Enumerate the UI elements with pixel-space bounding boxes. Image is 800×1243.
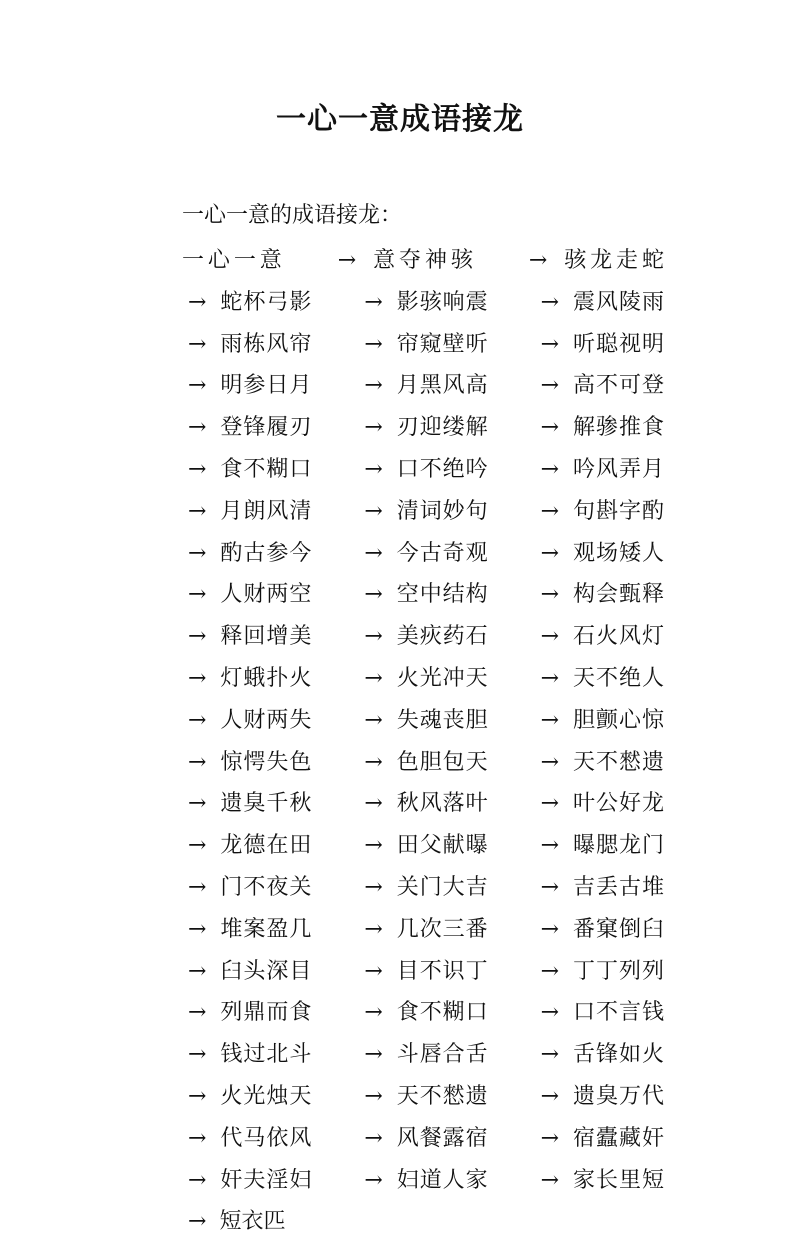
arrow-icon: → xyxy=(188,874,207,900)
arrow-icon: → xyxy=(188,1209,207,1235)
idiom-item: 火光烛天 xyxy=(220,1083,313,1109)
arrow-icon: → xyxy=(540,958,560,984)
idiom-item: 丁丁列列 xyxy=(573,958,664,984)
idiom-item: 秋风落叶 xyxy=(396,791,489,817)
arrow-icon: → xyxy=(364,331,383,357)
arrow-icon: → xyxy=(364,582,383,608)
arrow-icon: → xyxy=(188,1083,207,1109)
idiom-item: 几次三番 xyxy=(396,916,489,942)
idiom-item: 叶公好龙 xyxy=(573,791,664,817)
idiom-item: 明参日月 xyxy=(220,373,313,399)
arrow-icon: → xyxy=(364,791,383,817)
idiom-chain-paragraph xyxy=(136,240,664,1243)
page-title: 一心一意成语接龙 xyxy=(276,102,524,137)
idiom-item: 天不绝人 xyxy=(573,665,664,691)
arrow-icon: → xyxy=(364,1000,383,1026)
arrow-icon: → xyxy=(364,540,383,566)
idiom-item: 火光冲天 xyxy=(396,665,489,691)
idiom-item: 释回增美 xyxy=(220,624,313,650)
idiom-item: 石火风灯 xyxy=(573,624,664,650)
idiom-item: 月黑风高 xyxy=(396,373,489,399)
idiom-item: 观场矮人 xyxy=(573,540,664,566)
arrow-icon: → xyxy=(188,624,207,650)
intro-text: 一心一意的成语接龙： xyxy=(182,203,403,228)
arrow-icon: → xyxy=(540,582,560,608)
idiom-item: 遗臭万代 xyxy=(573,1083,664,1109)
idiom-item: 田父献曝 xyxy=(396,833,489,859)
arrow-icon: → xyxy=(188,1000,207,1026)
arrow-icon: → xyxy=(364,916,383,942)
idiom-item: 遗臭千秋 xyxy=(220,791,313,817)
arrow-icon: → xyxy=(364,707,383,733)
arrow-icon: → xyxy=(188,1042,207,1068)
arrow-icon: → xyxy=(188,582,207,608)
idiom-item: 龙德在田 xyxy=(220,833,313,859)
idiom-item: 一心一意 xyxy=(182,248,286,273)
idiom-item: 天不憖遗 xyxy=(396,1083,489,1109)
idiom-item: 天不憖遗 xyxy=(573,749,664,775)
arrow-icon: → xyxy=(188,791,207,817)
arrow-icon: → xyxy=(540,289,560,315)
idiom-item: 舌锋如火 xyxy=(573,1042,664,1068)
arrow-icon: → xyxy=(188,916,207,942)
arrow-icon: → xyxy=(540,456,560,482)
idiom-item: 听聪视明 xyxy=(573,331,664,357)
idiom-item: 口不绝吟 xyxy=(396,456,489,482)
arrow-icon: → xyxy=(364,665,383,691)
arrow-icon: → xyxy=(188,833,207,859)
idiom-item: 目不识丁 xyxy=(396,958,489,984)
idiom-item: 吟风弄月 xyxy=(573,456,664,482)
arrow-icon: → xyxy=(364,289,383,315)
arrow-icon: → xyxy=(188,749,207,775)
idiom-item: 关门大吉 xyxy=(396,874,489,900)
arrow-icon: → xyxy=(188,665,207,691)
idiom-item: 蛇杯弓影 xyxy=(220,289,313,315)
idiom-item: 短衣匹 xyxy=(219,1209,286,1235)
arrow-icon: → xyxy=(540,331,560,357)
idiom-item: 酌古参今 xyxy=(220,540,313,566)
arrow-icon: → xyxy=(540,624,560,650)
arrow-icon: → xyxy=(540,373,560,399)
arrow-icon: → xyxy=(364,1167,383,1193)
idiom-item: 骇龙走蛇 xyxy=(564,248,664,273)
idiom-item: 宿蠹藏奸 xyxy=(573,1125,664,1151)
idiom-item: 今古奇观 xyxy=(396,540,489,566)
idiom-item: 震风陵雨 xyxy=(573,289,664,315)
arrow-icon: → xyxy=(188,540,207,566)
arrow-icon: → xyxy=(364,373,383,399)
idiom-item: 惊愕失色 xyxy=(220,749,313,775)
idiom-item: 奸夫淫妇 xyxy=(220,1167,313,1193)
idiom-item: 色胆包天 xyxy=(396,749,489,775)
arrow-icon: → xyxy=(540,498,560,524)
idiom-item: 臼头深目 xyxy=(220,958,313,984)
idiom-item: 风餐露宿 xyxy=(396,1125,489,1151)
idiom-item: 帘窥壁听 xyxy=(396,331,489,357)
idiom-item: 美疢药石 xyxy=(396,624,489,650)
idiom-item: 句斟字酌 xyxy=(573,498,664,524)
idiom-item: 清词妙句 xyxy=(396,498,489,524)
idiom-item: 斗唇合舌 xyxy=(396,1042,489,1068)
arrow-icon: → xyxy=(188,331,207,357)
idiom-item: 家长里短 xyxy=(573,1167,664,1193)
idiom-item: 列鼎而食 xyxy=(220,1000,313,1026)
arrow-icon: → xyxy=(540,1042,560,1068)
arrow-icon: → xyxy=(188,1125,207,1151)
arrow-icon: → xyxy=(540,1000,560,1026)
arrow-icon: → xyxy=(540,1167,560,1193)
arrow-icon: → xyxy=(540,1083,560,1109)
arrow-icon: → xyxy=(540,874,560,900)
arrow-icon: → xyxy=(188,707,207,733)
arrow-icon: → xyxy=(337,248,357,273)
idiom-item: 灯蛾扑火 xyxy=(220,665,313,691)
idiom-item: 堆案盈几 xyxy=(220,916,313,942)
arrow-icon: → xyxy=(540,540,560,566)
idiom-item: 解骖推食 xyxy=(573,415,664,441)
idiom-item: 胆颤心惊 xyxy=(573,707,664,733)
idiom-item: 高不可登 xyxy=(573,373,664,399)
arrow-icon: → xyxy=(364,874,383,900)
idiom-item: 吉丢古堆 xyxy=(573,874,664,900)
idiom-item: 门不夜关 xyxy=(220,874,313,900)
idiom-item: 妇道人家 xyxy=(396,1167,489,1193)
arrow-icon: → xyxy=(540,415,560,441)
arrow-icon: → xyxy=(540,916,560,942)
arrow-icon: → xyxy=(528,248,548,273)
arrow-icon: → xyxy=(540,707,560,733)
arrow-icon: → xyxy=(188,415,207,441)
arrow-icon: → xyxy=(540,665,560,691)
arrow-icon: → xyxy=(188,1167,207,1193)
idiom-item: 番窠倒臼 xyxy=(573,916,664,942)
arrow-icon: → xyxy=(364,1083,383,1109)
idiom-item: 食不糊口 xyxy=(396,1000,489,1026)
arrow-icon: → xyxy=(364,624,383,650)
idiom-item: 雨栋风帘 xyxy=(220,331,313,357)
idiom-item: 影骇响震 xyxy=(396,289,489,315)
idiom-item: 登锋履刃 xyxy=(220,415,313,441)
arrow-icon: → xyxy=(188,498,207,524)
idiom-item: 曝腮龙门 xyxy=(573,833,664,859)
arrow-icon: → xyxy=(364,1125,383,1151)
idiom-item: 月朗风清 xyxy=(220,498,313,524)
arrow-icon: → xyxy=(364,1042,383,1068)
idiom-item: 意夺神骇 xyxy=(373,248,477,273)
arrow-icon: → xyxy=(188,373,207,399)
idiom-item: 构会甄释 xyxy=(573,582,664,608)
idiom-item: 刃迎缕解 xyxy=(396,415,489,441)
idiom-item: 人财两失 xyxy=(220,707,313,733)
arrow-icon: → xyxy=(364,498,383,524)
arrow-icon: → xyxy=(364,456,383,482)
idiom-item: 钱过北斗 xyxy=(220,1042,313,1068)
arrow-icon: → xyxy=(364,833,383,859)
arrow-icon: → xyxy=(188,289,207,315)
arrow-icon: → xyxy=(188,456,207,482)
arrow-icon: → xyxy=(540,749,560,775)
idiom-item: 空中结构 xyxy=(396,582,489,608)
idiom-item: 人财两空 xyxy=(220,582,313,608)
arrow-icon: → xyxy=(188,958,207,984)
idiom-item: 口不言钱 xyxy=(573,1000,664,1026)
idiom-item: 食不糊口 xyxy=(220,456,313,482)
idiom-item: 失魂丧胆 xyxy=(396,707,489,733)
arrow-icon: → xyxy=(540,1125,560,1151)
arrow-icon: → xyxy=(364,958,383,984)
arrow-icon: → xyxy=(540,833,560,859)
arrow-icon: → xyxy=(364,415,383,441)
arrow-icon: → xyxy=(364,749,383,775)
idiom-item: 代马依风 xyxy=(220,1125,313,1151)
arrow-icon: → xyxy=(540,791,560,817)
